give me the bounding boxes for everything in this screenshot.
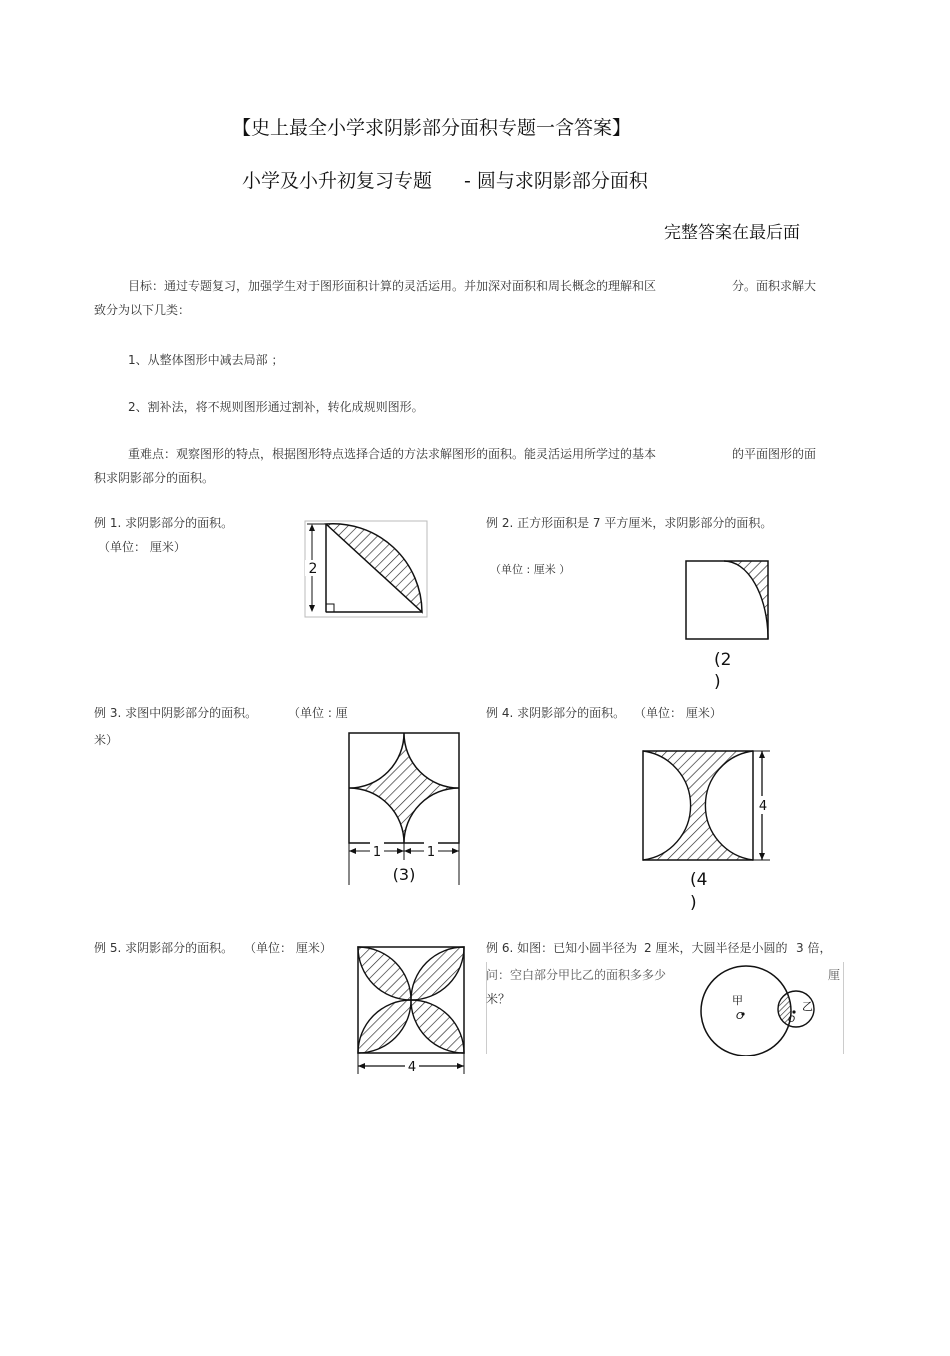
example-2-figure — [684, 559, 770, 643]
example-6-center-big: O — [736, 1011, 744, 1022]
goal-text-a: 目标：通过专题复习，加强学生对于图形面积计算的灵活运用。并加深对面积和周长概念的理解和区 — [128, 279, 657, 293]
goal-text-b: 分。面积求解大 — [732, 279, 817, 293]
example-3-right-label: 1 — [426, 845, 436, 860]
example-3-unit-b: 米） — [94, 733, 119, 747]
example-1-unit: （单位： 厘米） — [98, 540, 186, 554]
goal-text-c: 致分为以下几类： — [94, 303, 191, 317]
example-5-title: 例 5. 求阴影部分的面积。 — [94, 941, 234, 955]
example-3-caption: (3) — [392, 865, 416, 884]
example-6-question-a: 问：空白部分甲比乙的面积多多少 — [486, 968, 667, 982]
key-text-b: 的平面图形的面 — [732, 447, 817, 461]
document-title: 【史上最全小学求阴影部分面积专题一含答案】 — [232, 117, 632, 139]
example-6-center-small: O — [788, 1015, 796, 1025]
method-item-2: 2、割补法，将不规则图形通过割补，转化成规则图形。 — [128, 400, 424, 414]
example-3-unit-a: （单位 : 厘 — [288, 706, 348, 720]
example-5-length-label: 4 — [407, 1060, 417, 1075]
example-3-title: 例 3. 求图中阴影部分的面积。 — [94, 706, 258, 720]
example-4-caption-b: ) — [690, 893, 697, 913]
example-3-left-label: 1 — [372, 845, 382, 860]
example-2-caption-b: ) — [714, 672, 721, 692]
example-1-figure — [304, 520, 428, 618]
example-2-unit: （单位 : 厘米 ） — [490, 563, 571, 576]
key-text-c: 积求阴影部分的面积。 — [94, 471, 215, 485]
example-4-title: 例 4. 求阴影部分的面积。 — [486, 706, 626, 720]
example-6-title-a: 例 6. 如图：已知小圆半径为 — [486, 941, 638, 955]
example-5-figure — [354, 944, 468, 1076]
answer-note: 完整答案在最后面 — [664, 223, 800, 243]
example-4-length-label: 4 — [758, 799, 768, 814]
example-4-unit: （单位： 厘米） — [634, 706, 722, 720]
example-5-unit: （单位： 厘米） — [244, 941, 332, 955]
subtitle-part-a: 小学及小升初复习专题 — [242, 170, 433, 192]
example-6-figure — [696, 964, 824, 1056]
example-1-length-label: 2 — [308, 561, 318, 577]
example-2-caption-a: (2 — [714, 650, 732, 670]
example-6-title-c: 3 倍， — [796, 941, 832, 955]
example-6-title-b: 2 厘米，大圆半径是小圆的 — [644, 941, 788, 955]
key-text-a: 重难点：观察图形的特点，根据图形特点选择合适的方法求解图形的面积。能灵活运用所学过的基本 — [128, 447, 657, 461]
example-6-jia-label: 甲 — [732, 994, 743, 1007]
example-6-yi-label: 乙 — [802, 1000, 813, 1013]
method-item-1: 1、从整体图形中减去局部 ； — [128, 353, 284, 367]
example-3-figure — [346, 730, 464, 890]
example-4-figure — [640, 748, 774, 864]
example-4-caption-a: (4 — [690, 870, 708, 890]
example-2-title: 例 2. 正方形面积是 7 平方厘米，求阴影部分的面积。 — [486, 516, 773, 530]
example-6-question-b: 厘 — [828, 968, 841, 982]
example-6-question-c: 米？ — [486, 992, 511, 1006]
subtitle-part-b: - 圆与求阴影部分面积 — [464, 170, 648, 192]
example-1-title: 例 1. 求阴影部分的面积。 — [94, 516, 234, 530]
